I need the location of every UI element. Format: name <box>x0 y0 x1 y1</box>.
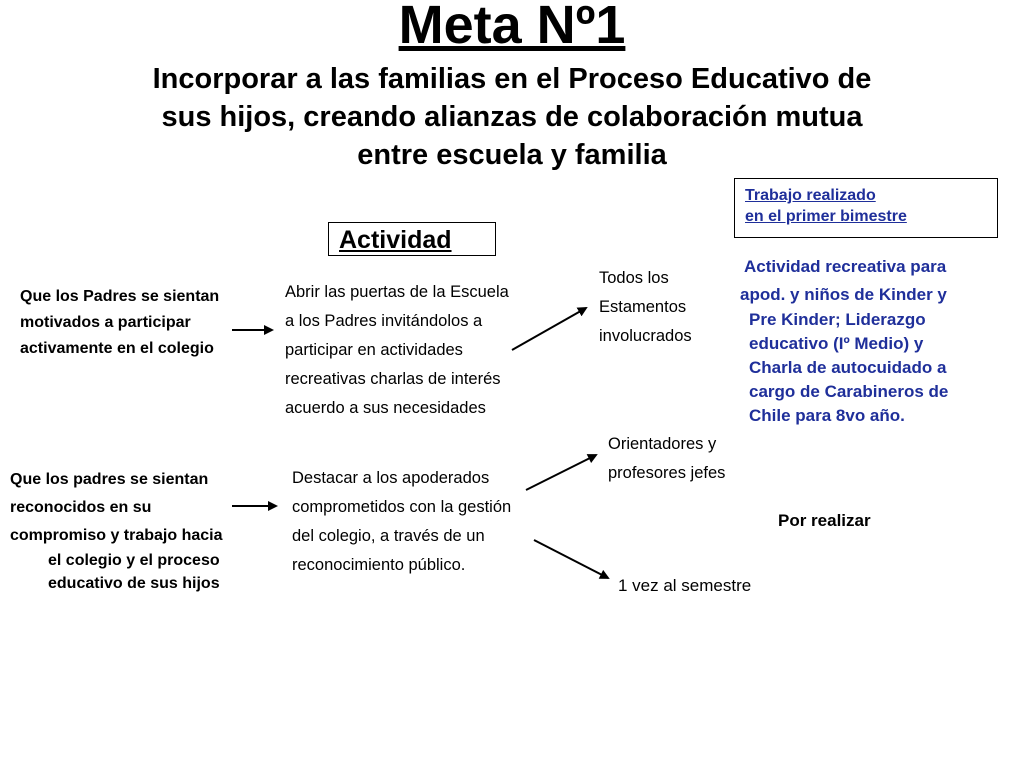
row1-responsible-line: Todos los <box>599 269 669 287</box>
arrow-row1-activity-to-responsible <box>512 308 586 350</box>
row1-activity-line: a los Padres invitándolos a <box>285 312 483 330</box>
row2-frequency: 1 vez al semestre <box>618 576 752 595</box>
row1-goal-line: activamente en el colegio <box>20 340 214 357</box>
row2-goal-line: Que los padres se sientan <box>10 471 209 488</box>
arrow-row2-activity-to-frequency <box>534 540 608 578</box>
row1-goal-line: motivados a participar <box>20 314 191 331</box>
row2-activity-line: Destacar a los apoderados <box>292 469 490 487</box>
row1-activity-line: participar en actividades <box>285 341 463 359</box>
row2-status: Por realizar <box>778 511 871 530</box>
row2-activity-line: reconocimiento público. <box>292 556 466 574</box>
row1-result-line: educativo (Iº Medio) y <box>749 334 924 353</box>
row1-responsible-line: involucrados <box>599 327 692 345</box>
status-box-line: en el primer bimestre <box>745 208 907 225</box>
row1-goal-line: Que los Padres se sientan <box>20 288 220 305</box>
row2-goal-line: educativo de sus hijos <box>48 575 220 592</box>
subtitle-line: entre escuela y familia <box>357 139 667 171</box>
row2-goal-line: compromiso y trabajo hacia <box>10 527 223 544</box>
subtitle-line: Incorporar a las familias en el Proceso Educativo de <box>152 63 872 95</box>
row1-activity-line: Abrir las puertas de la Escuela <box>285 283 509 301</box>
row1-result-line: Chile para 8vo año. <box>749 406 905 425</box>
subtitle-line: sus hijos, creando alianzas de colaboración mutua <box>161 101 863 133</box>
page-title: Meta Nº1 <box>398 0 626 55</box>
row2-goal-line: el colegio y el proceso <box>48 552 220 569</box>
status-box-line: Trabajo realizado <box>745 187 876 204</box>
row2-activity-line: del colegio, a través de un <box>292 527 485 545</box>
row1-result-line: cargo de Carabineros de <box>749 382 949 401</box>
row2-goal-line: reconocidos en su <box>10 499 152 516</box>
row1-result-line: Actividad recreativa para <box>744 257 947 276</box>
row2-activity-line: comprometidos con la gestión <box>292 498 512 516</box>
row2-responsible-line: profesores jefes <box>608 464 726 482</box>
row1-responsible-line: Estamentos <box>599 298 687 316</box>
row1-result-line: apod. y niños de Kinder y <box>740 285 947 304</box>
row1-activity-line: acuerdo a sus necesidades <box>285 399 486 417</box>
row1-activity-line: recreativas charlas de interés <box>285 370 501 388</box>
row2-responsible-line: Orientadores y <box>608 435 717 453</box>
activity-header: Actividad <box>339 226 452 254</box>
row1-result-line: Charla de autocuidado a <box>749 358 947 377</box>
arrow-row2-activity-to-responsible <box>526 455 596 490</box>
row1-result-line: Pre Kinder; Liderazgo <box>749 310 926 329</box>
